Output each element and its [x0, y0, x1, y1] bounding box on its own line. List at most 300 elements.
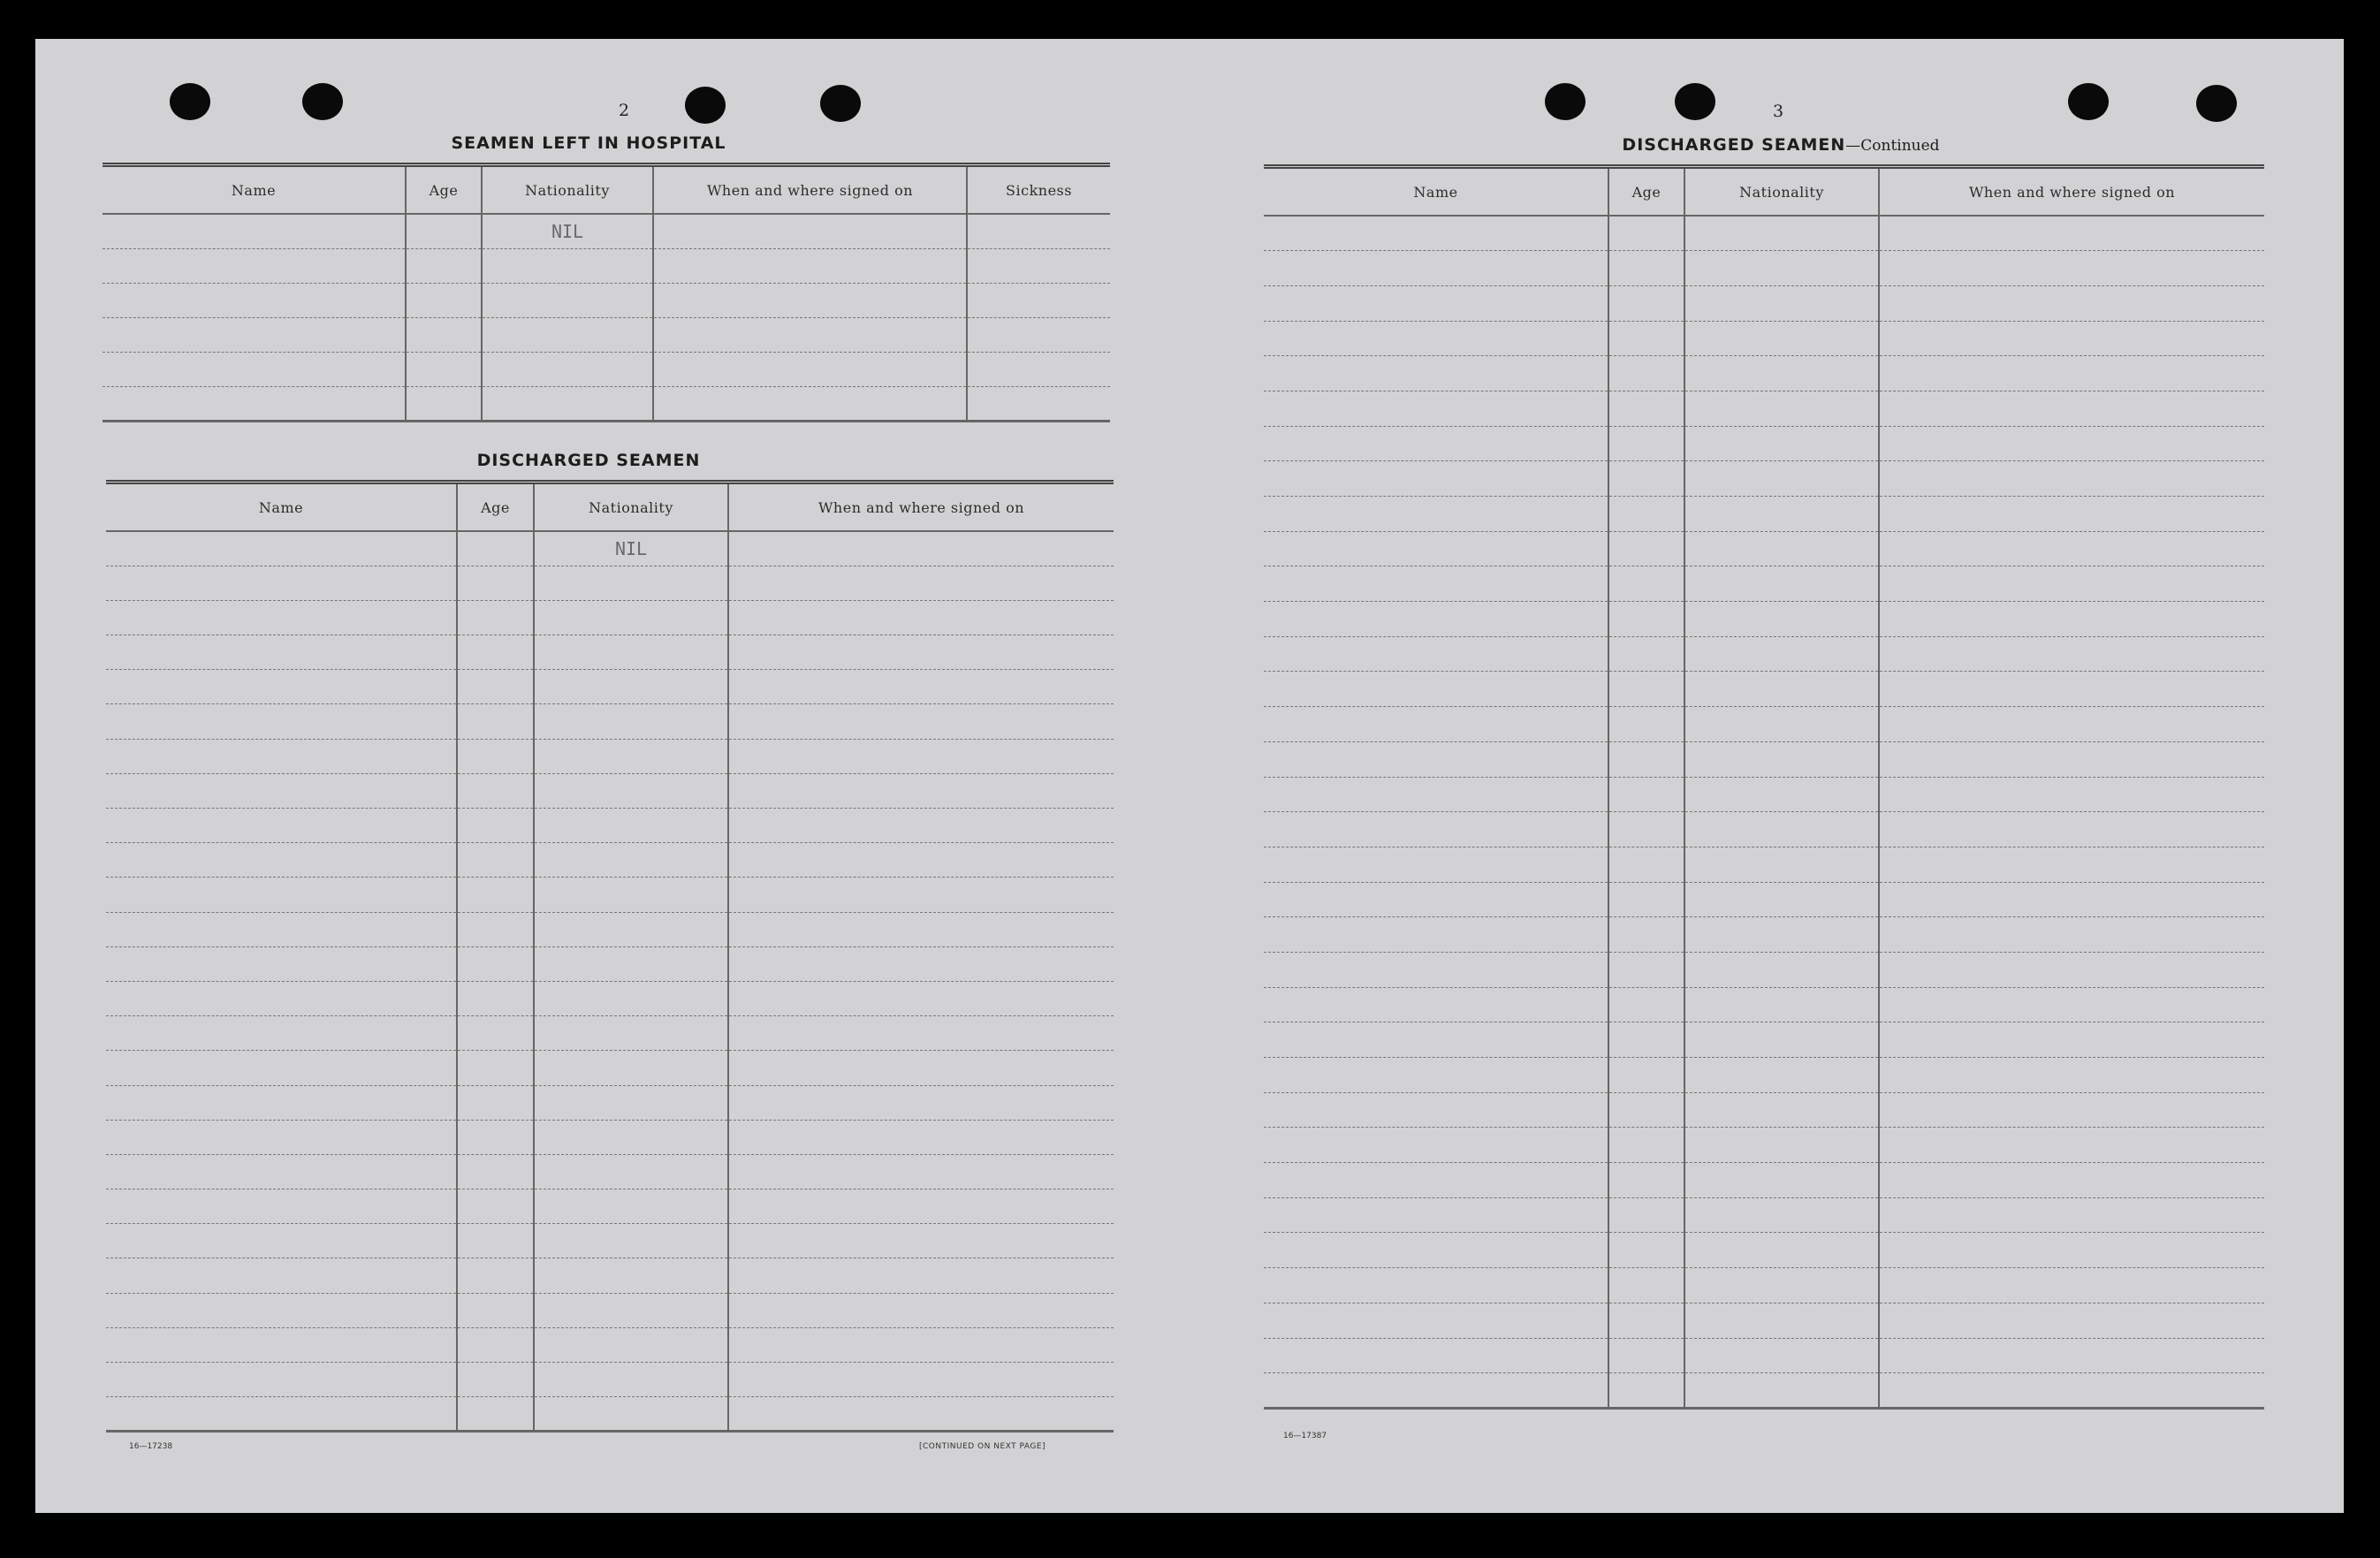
table-cell	[728, 1189, 1114, 1224]
table-cell	[534, 1258, 728, 1293]
table-cell	[1608, 987, 1684, 1022]
table-cell	[534, 1154, 728, 1189]
table-row	[106, 1258, 1114, 1293]
table-row	[1264, 391, 2264, 426]
column-header-name: Name	[1264, 167, 1608, 217]
table-cell	[653, 352, 967, 386]
table-row	[1264, 917, 2264, 953]
table-cell	[728, 878, 1114, 912]
discharged-continued-table	[1264, 164, 2264, 1410]
discharged-table-body	[106, 531, 1114, 1432]
table-cell	[534, 878, 728, 912]
table-cell	[1264, 461, 1608, 497]
table-cell	[106, 878, 457, 912]
discharged-continued-table-body	[1264, 216, 2264, 1408]
punch-hole	[820, 85, 861, 122]
table-cell	[103, 352, 406, 386]
table-row	[1264, 1058, 2264, 1093]
table-cell	[534, 739, 728, 773]
column-header-nationality: Nationality	[482, 165, 653, 215]
table-cell	[1879, 216, 2264, 251]
table-cell	[1608, 847, 1684, 882]
table-cell	[534, 670, 728, 704]
table-cell	[1264, 1233, 1608, 1268]
table-row	[1264, 216, 2264, 251]
table-cell	[728, 670, 1114, 704]
table-row	[106, 1224, 1114, 1258]
table-cell	[457, 1154, 534, 1189]
table-cell	[534, 1189, 728, 1224]
punch-hole	[302, 83, 343, 120]
table-row	[1264, 1197, 2264, 1233]
table-row	[106, 1154, 1114, 1189]
table-cell	[534, 1016, 728, 1051]
table-cell	[1608, 1197, 1684, 1233]
table-cell	[1879, 321, 2264, 356]
table-cell	[728, 1085, 1114, 1120]
table-cell	[1684, 1022, 1879, 1058]
continued-note: [CONTINUED ON NEXT PAGE]	[919, 1442, 1046, 1451]
table-cell	[1684, 1338, 1879, 1373]
table-cell	[1684, 1092, 1879, 1128]
table-row	[106, 1085, 1114, 1120]
table-row	[1264, 707, 2264, 742]
table-row	[1264, 251, 2264, 286]
table-cell	[728, 739, 1114, 773]
table-cell	[1684, 602, 1879, 637]
table-cell	[457, 946, 534, 981]
nil-entry: NIL	[482, 214, 653, 248]
table-cell	[106, 670, 457, 704]
table-row	[1264, 636, 2264, 672]
table-cell	[457, 878, 534, 912]
table-row	[106, 600, 1114, 635]
table-cell	[1264, 707, 1608, 742]
table-cell	[457, 1293, 534, 1327]
table-cell	[653, 386, 967, 421]
table-row	[1264, 952, 2264, 987]
table-row	[106, 809, 1114, 843]
punch-hole	[1675, 83, 1715, 120]
table-row	[103, 248, 1110, 283]
table-cell	[534, 843, 728, 878]
table-cell	[1879, 531, 2264, 566]
table-cell	[1879, 672, 2264, 707]
page-number-left: 2	[618, 101, 630, 120]
nil-entry: NIL	[534, 531, 728, 566]
table-cell	[106, 981, 457, 1015]
table-cell	[1684, 917, 1879, 953]
table-cell	[1264, 1163, 1608, 1198]
document-sheet	[35, 39, 2344, 1513]
table-cell	[1684, 461, 1879, 497]
table-cell	[1608, 356, 1684, 391]
table-cell	[106, 1120, 457, 1154]
table-cell	[106, 1189, 457, 1224]
table-cell	[728, 1397, 1114, 1432]
table-cell	[482, 283, 653, 317]
table-cell	[1879, 777, 2264, 812]
table-cell	[457, 739, 534, 773]
table-row	[106, 1016, 1114, 1051]
table-cell	[1879, 497, 2264, 532]
table-cell	[1879, 952, 2264, 987]
table-cell	[106, 1258, 457, 1293]
table-cell	[1608, 1303, 1684, 1338]
table-cell	[728, 1120, 1114, 1154]
table-cell	[1608, 285, 1684, 321]
column-header-nationality: Nationality	[1684, 167, 1879, 217]
table-row	[1264, 461, 2264, 497]
table-row	[1264, 1022, 2264, 1058]
table-cell	[1879, 847, 2264, 882]
table-cell	[1684, 1197, 1879, 1233]
table-row	[1264, 1128, 2264, 1163]
table-cell	[1264, 1022, 1608, 1058]
table-cell	[1684, 251, 1879, 286]
table-cell	[1879, 1197, 2264, 1233]
table-cell	[534, 566, 728, 600]
table-cell	[457, 704, 534, 739]
table-cell	[457, 843, 534, 878]
table-cell	[1684, 1058, 1879, 1093]
table-cell	[534, 773, 728, 808]
table-cell	[457, 1327, 534, 1362]
table-cell	[1684, 216, 1879, 251]
table-cell	[1608, 1233, 1684, 1268]
table-cell	[728, 773, 1114, 808]
table-cell	[106, 1397, 457, 1432]
table-cell	[1684, 672, 1879, 707]
table-cell	[534, 635, 728, 670]
table-cell	[106, 704, 457, 739]
table-cell	[728, 1327, 1114, 1362]
table-cell	[1879, 987, 2264, 1022]
table-cell	[653, 248, 967, 283]
table-cell	[1684, 531, 1879, 566]
table-cell	[1879, 426, 2264, 461]
column-header-nationality: Nationality	[534, 483, 728, 532]
table-cell	[1608, 1092, 1684, 1128]
form-code-right: 16—17387	[1283, 1432, 1327, 1440]
table-cell	[106, 809, 457, 843]
table-cell	[728, 1016, 1114, 1051]
table-cell	[728, 912, 1114, 946]
table-cell	[1684, 1128, 1879, 1163]
table-cell	[1264, 391, 1608, 426]
table-cell	[1879, 917, 2264, 953]
table-cell	[1264, 321, 1608, 356]
table-row	[106, 739, 1114, 773]
table-row	[1264, 566, 2264, 602]
table-cell	[406, 283, 482, 317]
table-cell	[1608, 602, 1684, 637]
hospital-section-title: SEAMEN LEFT IN HOSPITAL	[451, 133, 726, 153]
table-cell	[1684, 356, 1879, 391]
table-row	[1264, 1163, 2264, 1198]
table-cell	[534, 704, 728, 739]
table-cell	[1264, 285, 1608, 321]
table-row	[106, 1293, 1114, 1327]
table-cell	[1879, 1058, 2264, 1093]
table-cell	[106, 1051, 457, 1085]
table-cell	[1879, 1303, 2264, 1338]
table-row	[106, 1051, 1114, 1085]
table-cell	[1264, 566, 1608, 602]
table-row	[106, 946, 1114, 981]
table-cell	[1684, 391, 1879, 426]
column-header-name: Name	[106, 483, 457, 532]
table-row	[106, 1327, 1114, 1362]
table-cell	[1879, 391, 2264, 426]
table-cell	[534, 1327, 728, 1362]
table-cell	[534, 809, 728, 843]
table-row	[1264, 1092, 2264, 1128]
table-cell	[728, 1363, 1114, 1397]
table-row	[106, 1397, 1114, 1432]
table-cell	[457, 773, 534, 808]
table-cell	[457, 1224, 534, 1258]
table-cell	[1684, 777, 1879, 812]
table-cell	[1264, 672, 1608, 707]
table-cell	[106, 635, 457, 670]
table-cell	[1879, 1022, 2264, 1058]
table-cell	[728, 981, 1114, 1015]
table-cell	[1684, 1268, 1879, 1303]
table-cell	[534, 946, 728, 981]
table-cell	[1879, 356, 2264, 391]
table-cell	[534, 981, 728, 1015]
discharged-section-title: DISCHARGED SEAMEN	[476, 451, 701, 470]
table-cell	[1684, 882, 1879, 917]
table-cell	[1264, 251, 1608, 286]
table-cell	[1608, 391, 1684, 426]
column-header-sickness: Sickness	[967, 165, 1110, 215]
table-row	[1264, 1338, 2264, 1373]
table-cell	[1264, 1128, 1608, 1163]
punch-hole	[685, 87, 726, 124]
table-row	[106, 912, 1114, 946]
table-row	[106, 878, 1114, 912]
table-cell	[482, 352, 653, 386]
table-cell	[534, 1224, 728, 1258]
table-cell	[1879, 1163, 2264, 1198]
table-cell	[1608, 566, 1684, 602]
table-cell	[1264, 847, 1608, 882]
table-cell	[457, 670, 534, 704]
column-header-age: Age	[457, 483, 534, 532]
table-row	[106, 1189, 1114, 1224]
table-cell	[967, 248, 1110, 283]
table-cell	[1608, 531, 1684, 566]
table-cell	[1684, 1303, 1879, 1338]
table-cell	[457, 1397, 534, 1432]
table-cell	[457, 1016, 534, 1051]
table-cell	[1608, 917, 1684, 953]
table-cell	[728, 600, 1114, 635]
column-header-age: Age	[406, 165, 482, 215]
table-cell	[728, 566, 1114, 600]
table-cell	[1264, 1092, 1608, 1128]
discharged-continued-title	[1264, 135, 2298, 155]
table-cell	[1684, 741, 1879, 777]
table-cell	[1264, 952, 1608, 987]
table-cell	[457, 1189, 534, 1224]
table-cell	[1608, 741, 1684, 777]
table-cell	[1608, 1128, 1684, 1163]
table-cell	[967, 386, 1110, 421]
table-cell	[1608, 952, 1684, 987]
table-cell	[1608, 1338, 1684, 1373]
table-row	[106, 704, 1114, 739]
table-cell	[106, 531, 457, 566]
table-cell	[103, 214, 406, 248]
table-cell	[1264, 882, 1608, 917]
table-cell	[967, 317, 1110, 352]
punch-hole	[170, 83, 210, 120]
table-cell	[1608, 251, 1684, 286]
table-cell	[457, 1051, 534, 1085]
table-cell	[1684, 952, 1879, 987]
table-cell	[1879, 285, 2264, 321]
table-cell	[1608, 1163, 1684, 1198]
table-cell	[1608, 882, 1684, 917]
column-header-signed-on: When and where signed on	[1879, 167, 2264, 217]
table-cell	[106, 1085, 457, 1120]
table-cell	[1879, 1128, 2264, 1163]
table-row	[1264, 812, 2264, 847]
table-row	[1264, 285, 2264, 321]
table-row	[1264, 987, 2264, 1022]
table-cell	[1264, 636, 1608, 672]
table-cell	[728, 635, 1114, 670]
table-cell	[1264, 497, 1608, 532]
hospital-table	[103, 163, 1110, 422]
table-cell	[1608, 497, 1684, 532]
table-cell	[1684, 426, 1879, 461]
table-cell	[1879, 812, 2264, 847]
table-cell	[103, 248, 406, 283]
table-row	[1264, 777, 2264, 812]
table-cell	[106, 843, 457, 878]
table-cell	[457, 1120, 534, 1154]
table-cell	[103, 283, 406, 317]
table-cell	[1684, 1163, 1879, 1198]
table-row	[1264, 1303, 2264, 1338]
table-cell	[1264, 1338, 1608, 1373]
table-cell	[728, 1258, 1114, 1293]
table-cell	[534, 1397, 728, 1432]
table-cell	[457, 566, 534, 600]
table-cell	[106, 600, 457, 635]
table-row	[103, 386, 1110, 421]
page-number-right: 3	[1772, 102, 1784, 121]
table-cell	[534, 600, 728, 635]
table-cell	[728, 531, 1114, 566]
discharged-table	[106, 480, 1114, 1433]
table-cell	[1608, 707, 1684, 742]
table-row	[106, 566, 1114, 600]
table-cell	[1264, 1058, 1608, 1093]
table-row	[106, 1363, 1114, 1397]
table-cell	[653, 214, 967, 248]
table-row	[1264, 672, 2264, 707]
table-cell	[1879, 741, 2264, 777]
table-cell	[406, 317, 482, 352]
table-row	[1264, 531, 2264, 566]
table-cell	[1264, 987, 1608, 1022]
column-header-name: Name	[103, 165, 406, 215]
table-cell	[534, 1051, 728, 1085]
table-cell	[728, 946, 1114, 981]
table-cell	[106, 566, 457, 600]
table-cell	[1608, 636, 1684, 672]
table-cell	[1879, 602, 2264, 637]
punch-hole	[2196, 85, 2237, 122]
table-cell	[457, 1085, 534, 1120]
table-cell	[457, 531, 534, 566]
table-cell	[1879, 251, 2264, 286]
table-cell	[1608, 1373, 1684, 1409]
table-cell	[1264, 356, 1608, 391]
table-cell	[457, 1258, 534, 1293]
table-cell	[1879, 707, 2264, 742]
table-cell	[534, 1363, 728, 1397]
table-cell	[106, 912, 457, 946]
table-cell	[1879, 461, 2264, 497]
table-cell	[1608, 1058, 1684, 1093]
table-cell	[1264, 216, 1608, 251]
table-cell	[1879, 1373, 2264, 1409]
table-cell	[1264, 602, 1608, 637]
table-cell	[1608, 461, 1684, 497]
table-cell	[1264, 1197, 1608, 1233]
table-cell	[106, 1293, 457, 1327]
table-cell	[457, 912, 534, 946]
table-row	[1264, 426, 2264, 461]
form-code-left: 16—17238	[129, 1442, 173, 1451]
column-header-age: Age	[1608, 167, 1684, 217]
table-row	[1264, 1373, 2264, 1409]
table-cell	[106, 739, 457, 773]
table-cell	[406, 352, 482, 386]
table-cell	[967, 352, 1110, 386]
table-cell	[457, 600, 534, 635]
table-cell	[728, 704, 1114, 739]
table-cell	[1684, 987, 1879, 1022]
table-cell	[1684, 812, 1879, 847]
table-row	[1264, 1268, 2264, 1303]
table-cell	[1879, 1338, 2264, 1373]
table-cell	[1264, 812, 1608, 847]
table-cell	[1608, 1022, 1684, 1058]
table-cell	[1684, 847, 1879, 882]
table-cell	[534, 1293, 728, 1327]
hospital-table-body	[103, 214, 1110, 421]
table-cell	[1264, 531, 1608, 566]
table-cell	[106, 773, 457, 808]
table-cell	[1684, 1373, 1879, 1409]
table-cell	[653, 283, 967, 317]
table-cell	[1684, 497, 1879, 532]
table-cell	[1608, 216, 1684, 251]
table-cell	[1264, 426, 1608, 461]
table-cell	[1608, 1268, 1684, 1303]
table-cell	[457, 809, 534, 843]
table-row	[1264, 741, 2264, 777]
table-row	[106, 773, 1114, 808]
table-cell	[1264, 1303, 1608, 1338]
